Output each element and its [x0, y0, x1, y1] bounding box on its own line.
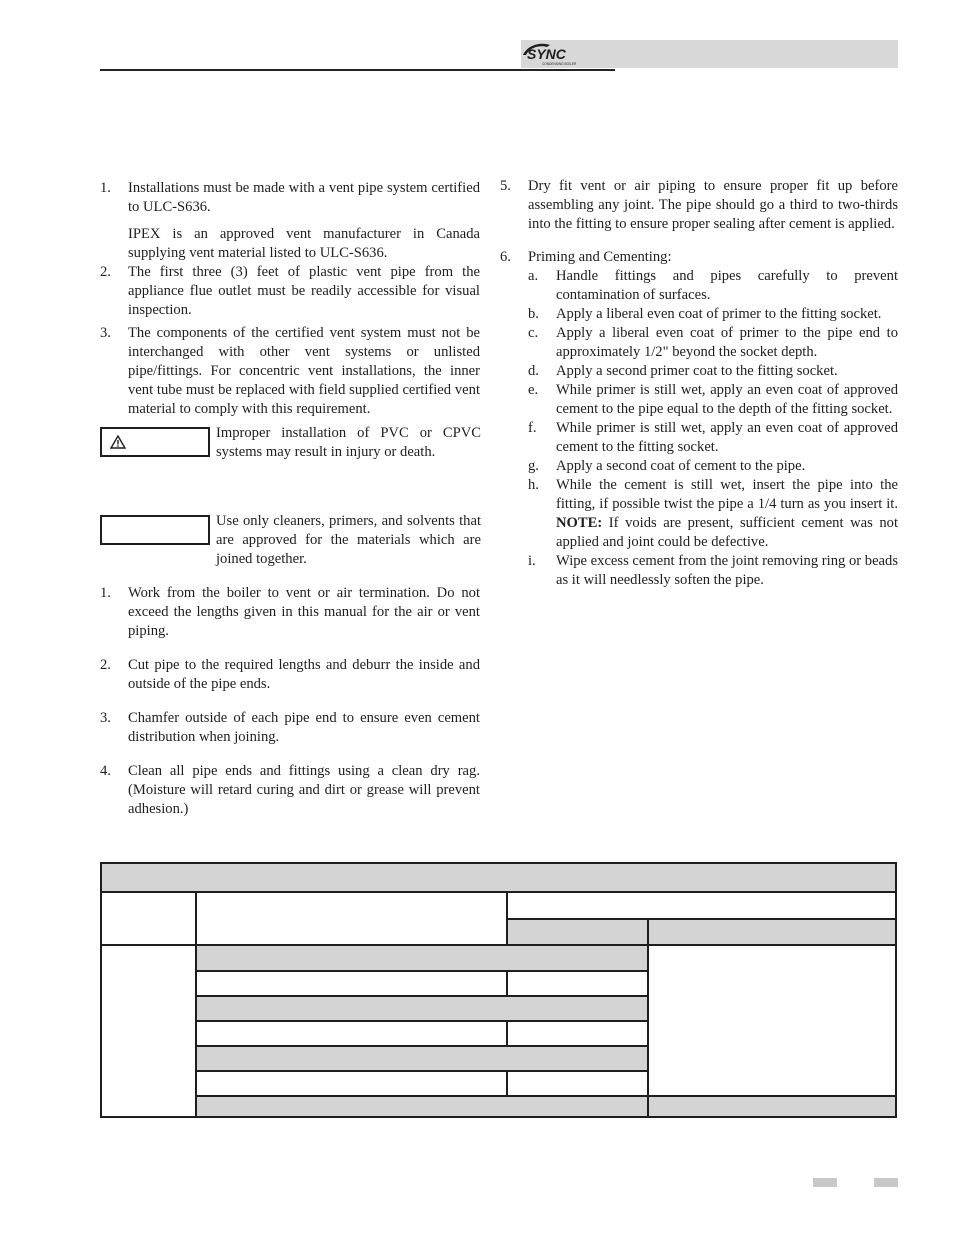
sub-item-letter: i.: [528, 553, 536, 569]
table-divider: [197, 970, 647, 972]
sub-item-letter: f.: [528, 420, 537, 436]
table-row: [197, 1021, 647, 1046]
item-text: Work from the boiler to vent or air termination. Do not exceed the lengths given in this manual for the air or vent piping.: [128, 585, 480, 639]
item-text: Dry fit vent or air piping to ensure proper fit up before assembling any joint. The pipe should go a third to two-thirds into the fitting to ensure proper sealing after cement is applied.: [528, 178, 898, 232]
item-number: 1.: [100, 180, 111, 196]
sub-item-text-part: While the cement is still wet, insert the pipe into the fitting, if possible twist the pipe a 1/4 turn as you insert it.: [556, 477, 898, 512]
sub-item-text: [556, 476, 898, 552]
table-divider: [197, 995, 647, 997]
item-text: Chamfer outside of each pipe end to ensure even cement distribution when joining.: [128, 710, 480, 745]
sub-item: [528, 305, 898, 324]
list-item: [500, 248, 898, 267]
assembly-steps: [100, 584, 480, 819]
item-text: Clean all pipe ends and fittings using a clean dry rag. (Moisture will retard curing and dirt or grease will prevent adhesion.): [128, 763, 480, 817]
table-divider: [197, 1045, 647, 1047]
list-item: [100, 179, 480, 217]
warning-sign: [100, 427, 210, 457]
list-item: [100, 324, 480, 419]
item-number: 3.: [100, 710, 111, 726]
table-divider: [197, 1020, 647, 1022]
table-row: [197, 971, 647, 996]
notice-block: [100, 512, 480, 584]
item-number: 6.: [500, 249, 511, 265]
table-divider: [197, 1070, 647, 1072]
table-cell: [649, 1096, 895, 1116]
item-text: The components of the certified vent system must not be interchanged with other vent systems or unlisted pipe/fittings. For concentric vent installations, the inner vent tube must be replaced with field supplied certified vent material to comply with this requirement.: [128, 325, 480, 417]
left-column: [100, 179, 480, 819]
sub-item: [528, 552, 898, 590]
priming-substeps: [500, 267, 898, 590]
sub-item-letter: d.: [528, 363, 539, 379]
list-item: [100, 709, 480, 747]
sub-item-text: Wipe excess cement from the joint removing ring or beads as it will needlessly soften the pipe.: [556, 553, 898, 588]
table-divider: [102, 891, 895, 893]
logo-tagline: CONDENSING BOILER: [542, 62, 577, 66]
sub-item-text: Apply a second coat of cement to the pipe.: [556, 458, 806, 474]
item-text: Installations must be made with a vent pipe system certified to ULC-S636.: [128, 180, 480, 215]
list-item: [100, 656, 480, 694]
sub-item-letter: g.: [528, 458, 539, 474]
sub-item-letter: b.: [528, 306, 539, 322]
footer-tab: [813, 1178, 837, 1187]
data-table: [100, 862, 897, 1118]
item-text: IPEX is an approved vent manufacturer in Canada supplying vent material listed to ULC-S636.: [128, 226, 480, 261]
sub-item-text: Apply a liberal even coat of primer to the pipe end to approximately 1/2" beyond the socket depth.: [556, 325, 898, 360]
sub-item-text: Apply a liberal even coat of primer to the fitting socket.: [556, 306, 882, 322]
sub-item-text: Apply a second primer coat to the fitting socket.: [556, 363, 838, 379]
list-item: [100, 263, 480, 320]
sub-item: [528, 381, 898, 419]
table-divider: [197, 1095, 895, 1097]
warning-block: [100, 424, 480, 512]
warning-triangle-icon: [110, 435, 126, 449]
list-item: [100, 762, 480, 819]
item-number: 4.: [100, 763, 111, 779]
table-row: [197, 946, 647, 971]
logo-text: SYNC: [527, 46, 566, 62]
sub-item-letter: c.: [528, 325, 539, 341]
warning-text: Improper installation of PVC or CPVC systems may result in injury or death.: [216, 425, 481, 460]
table-row: [197, 996, 647, 1021]
sub-item-letter: a.: [528, 268, 539, 284]
sub-item: [528, 419, 898, 457]
sub-item: [528, 476, 898, 552]
sub-item-letter: e.: [528, 382, 539, 398]
sub-item: [528, 362, 898, 381]
item-number: 3.: [100, 325, 111, 341]
sub-item: [528, 457, 898, 476]
header-rule: [100, 69, 615, 71]
item-number: 2.: [100, 264, 111, 280]
item-text: Priming and Cementing:: [528, 249, 672, 265]
table-row: [197, 1046, 647, 1071]
sub-item-text-part: If voids are present, sufficient cement was not applied and joint could be defective.: [556, 515, 898, 550]
item-text: Cut pipe to the required lengths and deburr the inside and outside of the pipe ends.: [128, 657, 480, 692]
table-divider: [647, 920, 649, 1116]
sub-item-text: While primer is still wet, apply an even coat of approved cement to the pipe equal to the depth of the fitting socket.: [556, 382, 898, 417]
item-number: 5.: [500, 178, 511, 194]
notice-text: Use only cleaners, primers, and solvents that are approved for the materials which are joined together.: [216, 513, 481, 567]
table-row: [197, 1071, 647, 1096]
sub-item-letter: h.: [528, 477, 539, 493]
item-text: The first three (3) feet of plastic vent pipe from the appliance flue outlet must be readily accessible for visual inspection.: [128, 264, 480, 318]
footer-tab: [874, 1178, 898, 1187]
notice-sign: [100, 515, 210, 545]
sync-logo: [520, 41, 590, 67]
list-item: [500, 177, 898, 234]
sub-item-text: While primer is still wet, apply an even coat of approved cement to the fitting socket.: [556, 420, 898, 455]
table-subheader: [508, 920, 895, 944]
sub-item-text: Handle fittings and pipes carefully to prevent contamination of surfaces.: [556, 268, 898, 303]
sub-item: [528, 267, 898, 305]
item-number: 2.: [100, 657, 111, 673]
list-paragraph: [100, 225, 480, 263]
table-row: [197, 1096, 647, 1116]
right-column: [500, 177, 898, 590]
table-title-row: [102, 864, 895, 891]
sub-item: [528, 324, 898, 362]
list-item: [100, 584, 480, 641]
note-label: NOTE:: [556, 515, 603, 531]
item-number: 1.: [100, 585, 111, 601]
